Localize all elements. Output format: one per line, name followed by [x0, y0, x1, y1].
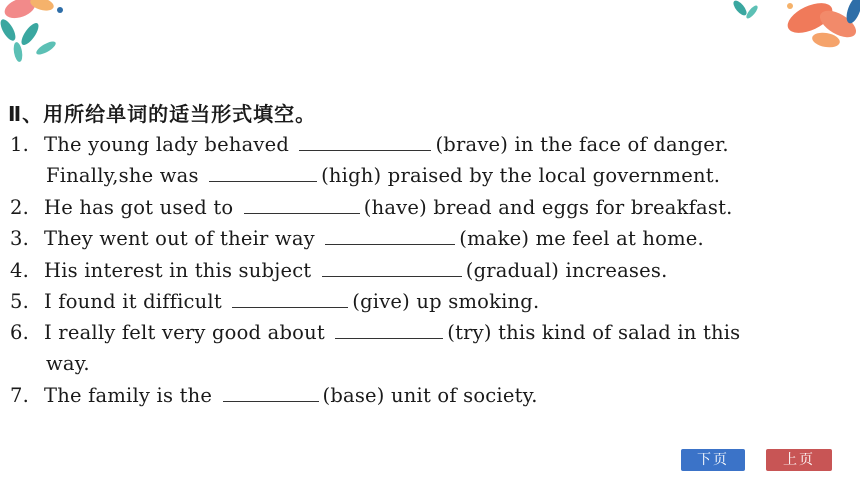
exercise-item-2 [10, 195, 733, 219]
sentence-text: praised by the local government. [387, 164, 721, 187]
item-number: 4. [10, 259, 30, 282]
word-hint: (make) [459, 227, 530, 250]
item-number: 1. [10, 133, 30, 156]
sentence-text: I really felt very good about [44, 321, 325, 344]
sentence-text: up smoking. [416, 290, 540, 313]
word-hint: (have) [363, 196, 427, 219]
section-title: Ⅱ、用所给单词的适当形式填空。 [8, 102, 317, 126]
sentence-text: in the face of danger. [514, 133, 729, 156]
previous-page-button[interactable]: 上页 [766, 449, 832, 471]
sentence-text: His interest in this subject [44, 259, 312, 282]
exercise-item-6 [10, 320, 740, 344]
sentence-text: They went out of their way [44, 227, 315, 250]
sentence-text: me feel at home. [535, 227, 704, 250]
sentence-text: way. [46, 352, 90, 375]
exercise-item-1 [10, 132, 729, 156]
item-number: 7. [10, 384, 30, 407]
answer-blank[interactable] [232, 289, 348, 308]
next-page-button[interactable]: 下页 [681, 449, 745, 471]
item-number: 5. [10, 290, 30, 313]
answer-blank[interactable] [335, 320, 443, 339]
answer-blank[interactable] [299, 132, 431, 151]
exercise-item-5 [10, 289, 539, 313]
sentence-text: I found it difficult [44, 290, 222, 313]
sentence-text: Finally,she was [46, 164, 199, 187]
word-hint: (give) [352, 290, 410, 313]
answer-blank[interactable] [325, 226, 455, 245]
exercise-item-7 [10, 383, 538, 407]
exercise-item-6-continued [46, 352, 90, 375]
exercise-item-4 [10, 258, 668, 282]
sentence-text: He has got used to [44, 196, 234, 219]
exercise-item-1-continued [46, 163, 720, 187]
floral-decoration-top-right [730, 0, 860, 60]
word-hint: (brave) [435, 133, 509, 156]
answer-blank[interactable] [244, 195, 360, 214]
answer-blank[interactable] [322, 258, 462, 277]
word-hint: (high) [321, 164, 382, 187]
answer-blank[interactable] [223, 383, 319, 402]
word-hint: (base) [322, 384, 385, 407]
sentence-text: The family is the [44, 384, 213, 407]
word-hint: (try) [447, 321, 492, 344]
answer-blank[interactable] [209, 163, 317, 182]
item-number: 3. [10, 227, 30, 250]
item-number: 2. [10, 196, 30, 219]
item-number: 6. [10, 321, 30, 344]
floral-decoration-top-left [0, 0, 90, 70]
sentence-text: this kind of salad in this [498, 321, 741, 344]
sentence-text: unit of society. [391, 384, 538, 407]
exercise-item-3 [10, 226, 704, 250]
word-hint: (gradual) [465, 259, 560, 282]
sentence-text: bread and eggs for breakfast. [433, 196, 733, 219]
sentence-text: increases. [565, 259, 668, 282]
sentence-text: The young lady behaved [44, 133, 290, 156]
